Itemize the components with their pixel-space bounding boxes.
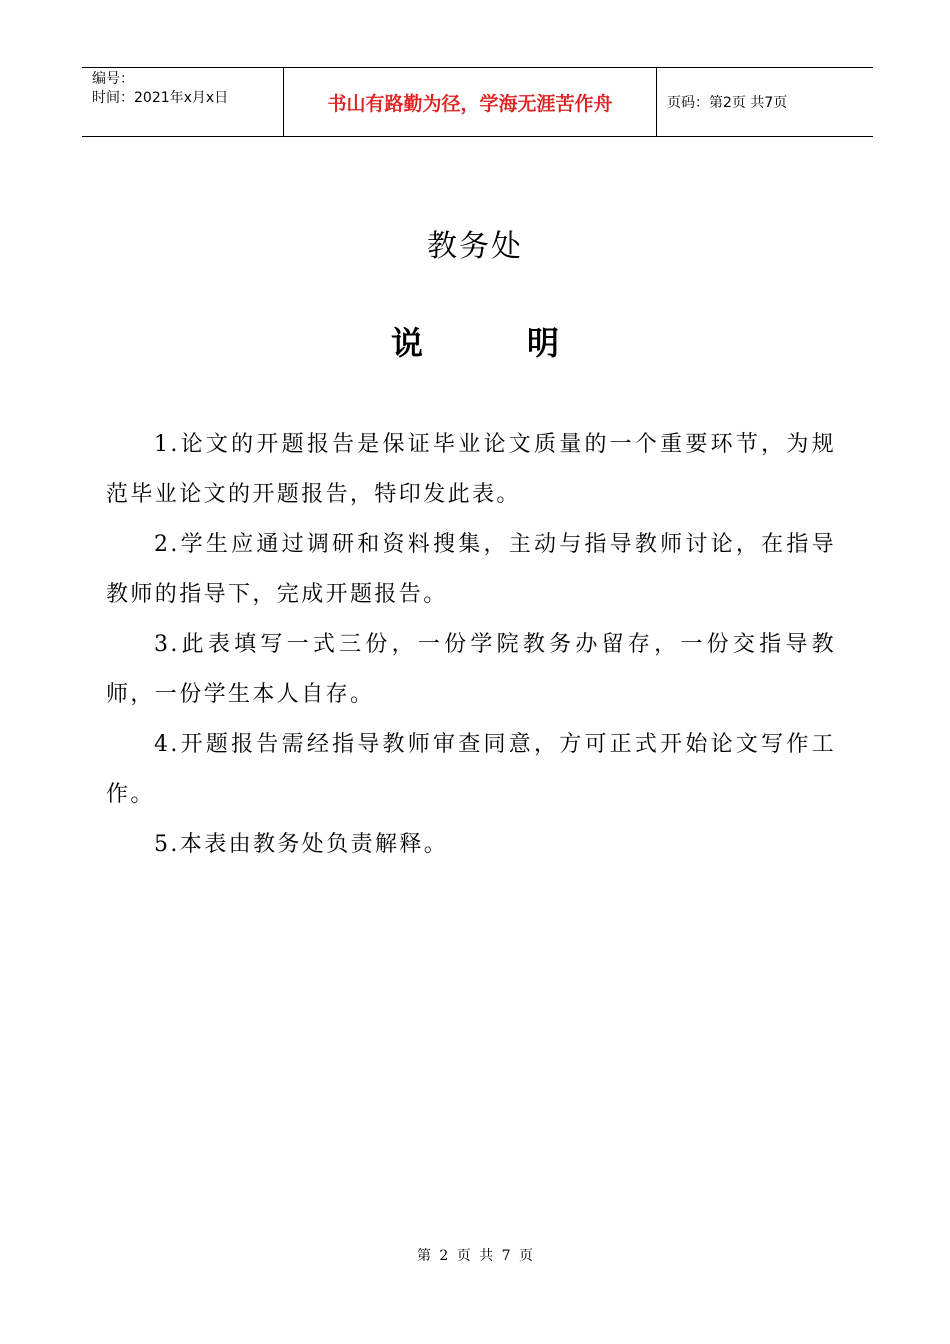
header-table [82, 67, 873, 137]
header-page-cell [657, 68, 873, 136]
header-motto: 书山有路勤为径，学海无涯苦作舟 [327, 92, 613, 115]
instruction-paragraph: 5.本表由教务处负责解释。 [154, 832, 449, 857]
document-number-label: 编号： [92, 71, 134, 87]
section-title-char-1: 说 [390, 324, 423, 362]
header-meta-cell [82, 68, 284, 136]
office-title: 教务处 [427, 229, 523, 264]
header-motto-cell [284, 68, 657, 136]
instructions-body [106, 420, 836, 870]
document-time-label: 时间：2021年x月x日 [92, 90, 229, 106]
header-page-info: 页码：第2页 共7页 [667, 95, 788, 111]
instruction-paragraph: 1.论文的开题报告是保证毕业论文质量的一个重要环节，为规范毕业论文的开题报告，特印发此表。 [106, 432, 836, 507]
section-title-char-2: 明 [527, 324, 560, 362]
instruction-paragraph: 2.学生应通过调研和资料搜集，主动与指导教师讨论，在指导教师的指导下，完成开题报告。 [106, 532, 836, 607]
instruction-paragraph: 4.开题报告需经指导教师审查同意，方可正式开始论文写作工作。 [106, 732, 836, 807]
page-footer: 第 2 页 共 7 页 [416, 1248, 534, 1264]
section-title [0, 318, 950, 364]
instruction-paragraph: 3.此表填写一式三份，一份学院教务办留存，一份交指导教师，一份学生本人自存。 [106, 632, 836, 707]
